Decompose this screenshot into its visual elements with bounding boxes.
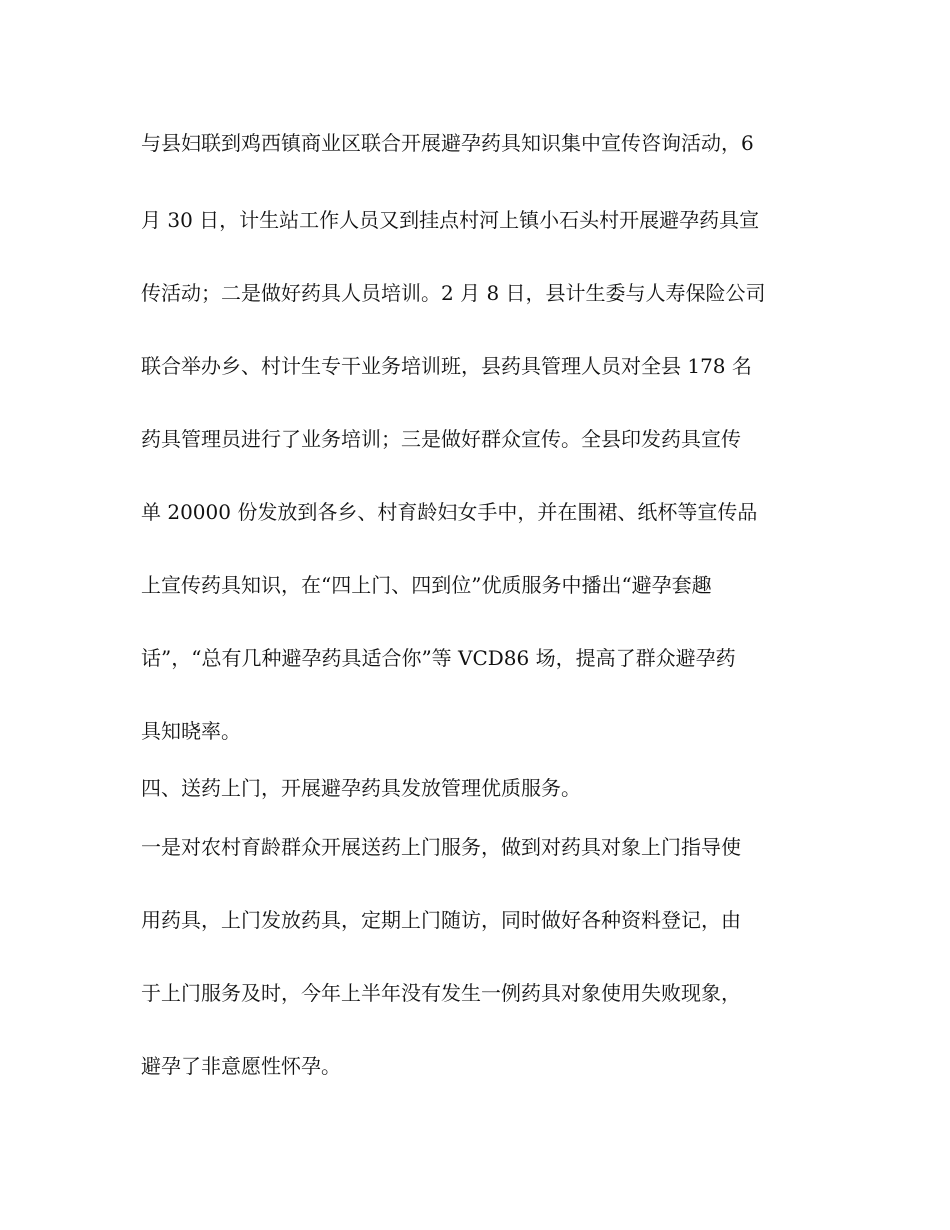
paragraph-line: 避孕了非意愿性怀孕。 — [141, 1054, 341, 1078]
paragraph-line: 用药具，上门发放药具，定期上门随访，同时做好各种资料登记，由 — [141, 908, 741, 932]
section-heading: 四、送药上门，开展避孕药具发放管理优质服务。 — [141, 776, 581, 800]
paragraph-line: 月 30 日，计生站工作人员又到挂点村河上镇小石头村开展避孕药具宣 — [141, 208, 760, 232]
paragraph-line: 一是对农村育龄群众开展送药上门服务，做到对药具对象上门指导使 — [141, 835, 741, 859]
paragraph-line: 话”，“总有几种避孕药具适合你”等 VCD86 场，提高了群众避孕药 — [141, 646, 736, 670]
paragraph-line: 传活动；二是做好药具人员培训。2 月 8 日，县计生委与人寿保险公司 — [141, 281, 766, 305]
paragraph-line: 与县妇联到鸡西镇商业区联合开展避孕药具知识集中宣传咨询活动，6 — [141, 131, 754, 155]
paragraph-line: 单 20000 份发放到各乡、村育龄妇女手中，并在围裙、纸杯等宣传品 — [141, 500, 758, 524]
paragraph-line: 联合举办乡、村计生专干业务培训班，县药具管理人员对全县 178 名 — [141, 354, 752, 378]
paragraph-line: 上宣传药具知识，在“四上门、四到位”优质服务中播出“避孕套趣 — [141, 573, 712, 597]
paragraph-line: 具知晓率。 — [141, 719, 241, 743]
paragraph-line: 于上门服务及时，今年上半年没有发生一例药具对象使用失败现象， — [141, 981, 741, 1005]
paragraph-line: 药具管理员进行了业务培训；三是做好群众宣传。全县印发药具宣传 — [141, 427, 741, 451]
